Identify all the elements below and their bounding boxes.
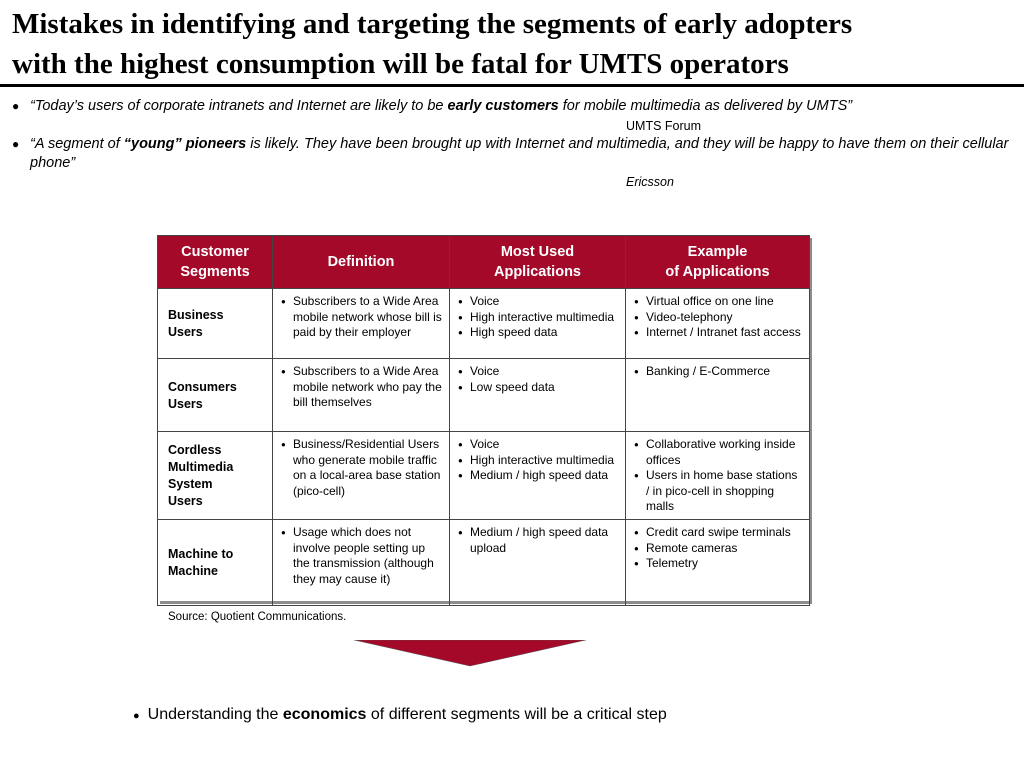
definition-cell-list xyxy=(281,437,443,499)
definition-cell xyxy=(273,359,450,432)
quote-1-text xyxy=(30,97,1016,116)
segment-name xyxy=(158,432,273,520)
applications-cell-list xyxy=(458,525,619,556)
title-line-2: with the highest consumption will be fatal for UMTS operators xyxy=(12,48,789,80)
list-item: ● Low speed data xyxy=(458,380,619,396)
quote-2-attribution: Ericsson xyxy=(626,175,674,189)
slide-title xyxy=(12,4,1012,84)
list-item: ● Voice xyxy=(458,437,619,453)
title-line-1: Mistakes in identifying and targeting the segments of early adopters xyxy=(12,8,853,40)
segment-name xyxy=(158,519,273,605)
definition-cell-list xyxy=(281,364,443,411)
examples-cell-list xyxy=(634,525,803,572)
conclusion-post: of different segments will be a critical step xyxy=(366,706,667,723)
header-most-used-applications: Most Used Applications xyxy=(450,236,626,289)
quote-1-post: for mobile multimedia as delivered by UMTS” xyxy=(558,98,853,114)
list-item: ● Voice xyxy=(458,364,619,380)
list-item: ● Medium / high speed data xyxy=(458,468,619,484)
list-item: ● Business/Residential Users who generate mobile traffic on a local-area base station (pico-cell) xyxy=(281,437,443,499)
examples-cell xyxy=(626,519,810,605)
quote-1 xyxy=(12,97,1016,116)
segment-name-text: Business Users xyxy=(168,308,224,339)
examples-cell-list xyxy=(634,364,803,380)
segments-table-container xyxy=(157,235,809,601)
bullet-icon: ● xyxy=(133,710,140,722)
quote-2-post: is likely. They have been brought up with Internet and multimedia, and they will be happy to have them on their cellular phone” xyxy=(30,136,1009,171)
applications-cell xyxy=(450,519,626,605)
quote-2-bold: “young” pioneers xyxy=(123,136,247,152)
applications-cell xyxy=(450,289,626,359)
table-row xyxy=(158,432,810,520)
quote-1-bold: early customers xyxy=(447,98,559,114)
bullet-icon: ● xyxy=(12,137,20,151)
quote-2-pre: “A segment of xyxy=(30,136,124,152)
list-item: ● Virtual office on one line xyxy=(634,294,803,310)
list-item: ● Video-telephony xyxy=(634,310,803,326)
segment-name-text: Consumers Users xyxy=(168,379,237,411)
quote-1-attribution: UMTS Forum xyxy=(626,119,701,133)
applications-cell xyxy=(450,432,626,520)
definition-cell-list xyxy=(281,294,443,341)
applications-cell-list xyxy=(458,437,619,484)
definition-cell xyxy=(273,432,450,520)
list-item: ● High speed data xyxy=(458,325,619,341)
arrow-shape xyxy=(354,640,586,666)
list-item: ● Subscribers to a Wide Area mobile network who pay the bill themselves xyxy=(281,364,443,411)
examples-cell-list xyxy=(634,437,803,515)
list-item: ● Internet / Intranet fast access xyxy=(634,325,803,341)
table-header-row xyxy=(158,236,810,289)
examples-cell xyxy=(626,289,810,359)
applications-cell-list xyxy=(458,294,619,341)
conclusion-bold: economics xyxy=(282,706,367,723)
list-item: ● Credit card swipe terminals xyxy=(634,525,803,541)
applications-cell-list xyxy=(458,364,619,395)
list-item: ● Medium / high speed data upload xyxy=(458,525,619,556)
segment-name-text: Machine to Machine xyxy=(168,546,234,578)
list-item: ● Subscribers to a Wide Area mobile network whose bill is paid by their employer xyxy=(281,294,443,341)
definition-cell xyxy=(273,519,450,605)
list-item: ● Banking / E-Commerce xyxy=(634,364,803,380)
list-item: ● Telemetry xyxy=(634,556,803,572)
quote-2-text xyxy=(30,135,1016,173)
examples-cell xyxy=(626,359,810,432)
examples-cell xyxy=(626,432,810,520)
conclusion-pre: Understanding the xyxy=(147,706,283,723)
segment-name xyxy=(158,359,273,432)
list-item: ● Collaborative working inside offices xyxy=(634,437,803,468)
segments-table xyxy=(157,235,810,606)
quote-2 xyxy=(12,135,1016,173)
table-row xyxy=(158,359,810,432)
applications-cell xyxy=(450,359,626,432)
list-item: ● High interactive multimedia xyxy=(458,453,619,469)
segment-name xyxy=(158,289,273,359)
conclusion xyxy=(133,705,667,726)
bullet-icon: ● xyxy=(12,99,20,113)
list-item: ● Usage which does not involve people setting up the transmission (although they may cause it) xyxy=(281,525,443,587)
definition-cell-list xyxy=(281,525,443,587)
table-body xyxy=(158,289,810,606)
down-arrow-icon xyxy=(354,640,586,668)
header-customer-segments: Customer Segments xyxy=(158,236,273,289)
table-source: Source: Quotient Communications. xyxy=(168,611,347,623)
title-divider xyxy=(0,84,1024,87)
table-row xyxy=(158,519,810,605)
list-item: ● Users in home base stations / in pico-cell in shopping malls xyxy=(634,468,803,515)
list-item: ● Remote cameras xyxy=(634,541,803,557)
segment-name-text: Cordless Multimedia System Users xyxy=(168,442,234,508)
list-item: ● High interactive multimedia xyxy=(458,310,619,326)
header-definition: Definition xyxy=(273,236,450,289)
table-row xyxy=(158,289,810,359)
quote-1-pre: “Today’s users of corporate intranets and Internet are likely to be xyxy=(30,98,448,114)
examples-cell-list xyxy=(634,294,803,341)
list-item: ● Voice xyxy=(458,294,619,310)
header-example-applications: Example of Applications xyxy=(626,236,810,289)
definition-cell xyxy=(273,289,450,359)
